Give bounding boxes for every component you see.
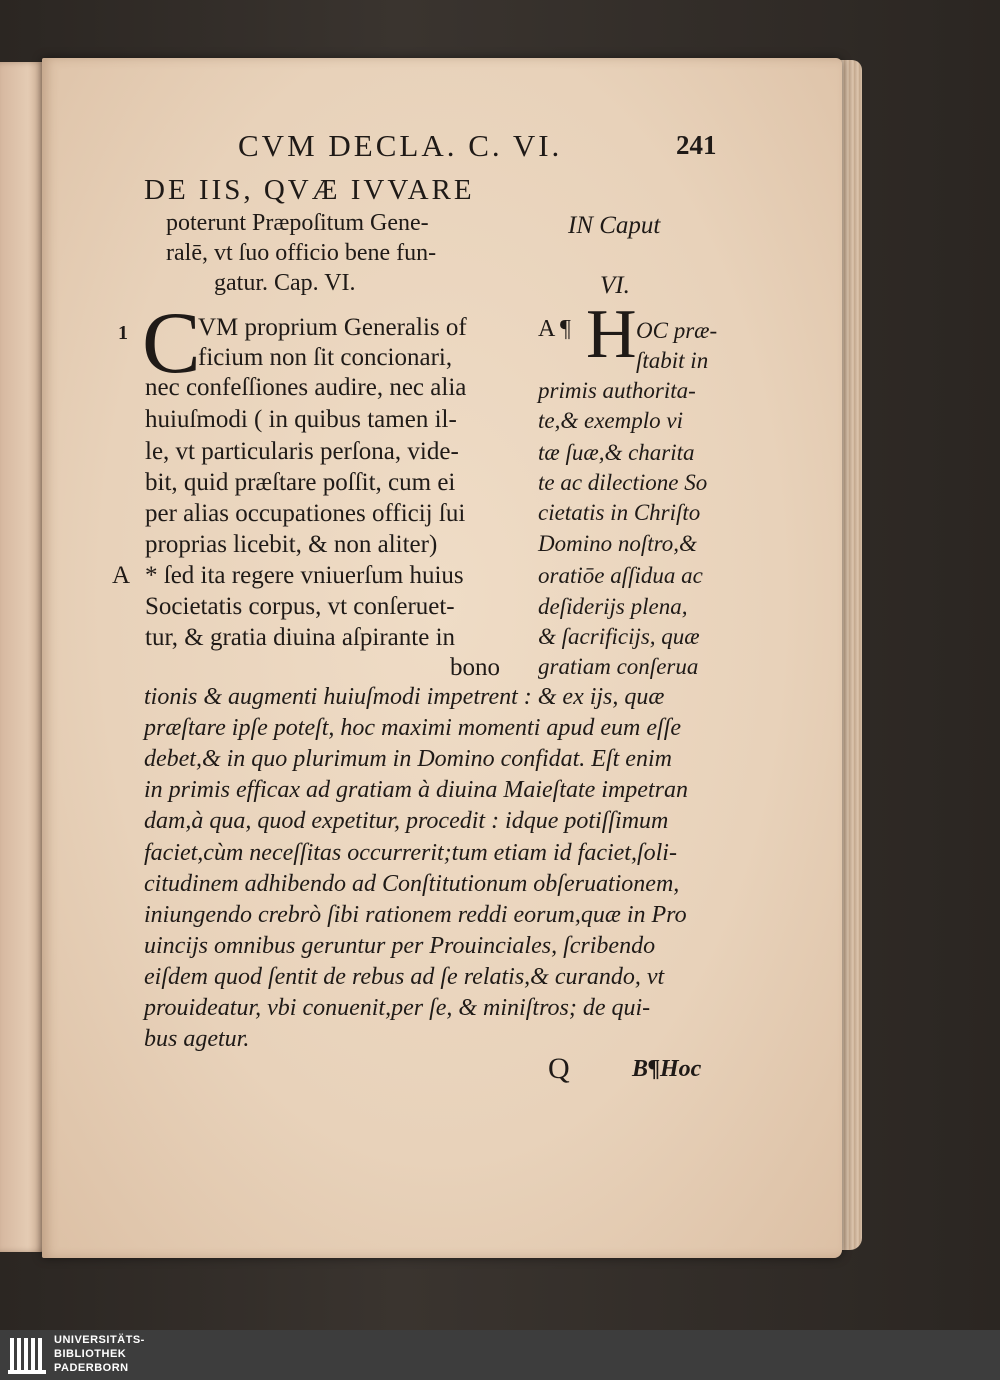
facing-page-edge — [0, 62, 46, 1252]
margin-marker-a: A — [112, 562, 131, 589]
book-page — [42, 58, 842, 1258]
commentary-line: te ac dilectione So — [538, 470, 708, 495]
signature-mark: Q — [548, 1052, 570, 1085]
commentary-full-line: bus agetur. — [144, 1026, 250, 1052]
footer-bar — [0, 1330, 1000, 1380]
text-line: VM proprium Generalis of — [198, 314, 467, 341]
commentary-line: & ſacrificijs, quæ — [538, 624, 700, 649]
catchword: B¶Hoc — [632, 1056, 702, 1082]
commentary-line: te,& exemplo vi — [538, 408, 683, 433]
text-line: per alias occupationes officij ſui — [145, 500, 466, 527]
chapter-heading-line-3: ralē, vt ſuo officio bene fun- — [166, 240, 437, 266]
text-line: le, vt particularis perſona, vide- — [145, 438, 459, 465]
commentary-line: tæ ſuæ,& charita — [538, 440, 695, 465]
commentary-full-line: eiſdem quod ſentit de rebus ad ſe relatis,& curando, vt — [144, 964, 665, 990]
chapter-heading-line-1: DE IIS, QVÆ IVVARE — [144, 174, 475, 206]
commentary-marker: A ¶ — [538, 316, 571, 342]
text-line: bono — [450, 654, 500, 681]
text-line: * ſed ita regere vniuerſum huius — [145, 562, 464, 589]
text-line: Societatis corpus, vt conſeruet- — [145, 593, 455, 620]
library-name-line-3: PADERBORN — [54, 1362, 129, 1374]
commentary-full-line: citudinem adhibendo ad Conſtitutionum obſeruationem, — [144, 871, 680, 897]
commentary-line: primis authorita- — [538, 378, 696, 403]
commentary-line: OC præ- — [636, 318, 718, 343]
chapter-heading-line-4: gatur. Cap. VI. — [214, 270, 356, 296]
commentary-line: deſiderijs plena, — [538, 594, 688, 619]
commentary-full-line: iniungendo crebrò ſibi rationem reddi eorum,quæ in Pro — [144, 902, 687, 928]
text-line: huiuſmodi ( in quibus tamen il- — [145, 406, 457, 433]
commentary-heading-line-2: VI. — [600, 272, 630, 299]
commentary-line: cietatis in Chriſto — [538, 500, 701, 525]
commentary-line: oratiōe aſſidua ac — [538, 563, 703, 588]
commentary-full-line: in primis efficax ad gratiam à diuina Maieſtate impetran — [144, 777, 688, 803]
library-logo-icon — [8, 1334, 46, 1376]
commentary-full-line: dam,à qua, quod expetitur, procedit : idque potiſſimum — [144, 808, 669, 834]
text-line: tur, & gratia diuina aſpirante in — [145, 624, 456, 651]
commentary-line: ſtabit in — [636, 348, 709, 373]
commentary-full-line: debet,& in quo plurimum in Domino confidat. Eſt enim — [144, 746, 672, 772]
library-name-line-1: UNIVERSITÄTS- — [54, 1334, 145, 1346]
commentary-full-line: faciet,cùm neceſſitas occurrerit;tum etiam id faciet,ſoli- — [144, 840, 677, 866]
commentary-full-line: uincijs omnibus geruntur per Prouinciales, ſcribendo — [144, 933, 656, 959]
commentary-full-line: tionis & augmenti huiuſmodi impetrent : & ex ijs, quæ — [144, 684, 665, 710]
commentary-line: Domino noſtro,& — [538, 531, 697, 556]
text-line: ficium non ſit concionari, — [198, 344, 453, 371]
text-line: nec confeſſiones audire, nec alia — [145, 374, 467, 401]
running-head: CVM DECLA. C. VI. — [238, 128, 563, 163]
paragraph-marker: 1 — [118, 322, 128, 344]
text-line: proprias licebit, & non aliter) — [145, 531, 438, 558]
drop-cap-c: C — [142, 295, 201, 392]
chapter-heading-line-2: poterunt Præpoſitum Gene- — [166, 210, 429, 236]
drop-cap-h: H — [586, 296, 637, 373]
commentary-heading-line-1: IN Caput — [568, 212, 661, 239]
commentary-line: gratiam conſerua — [538, 654, 699, 679]
commentary-full-line: prouideatur, vbi conuenit,per ſe, & miniſtros; de qui- — [144, 995, 651, 1021]
library-name-line-2: BIBLIOTHEK — [54, 1348, 127, 1360]
page-number: 241 — [676, 130, 717, 160]
commentary-full-line: præſtare ipſe poteſt, hoc maximi momenti apud eum eſſe — [144, 715, 682, 741]
text-line: bit, quid præſtare poſſit, cum ei — [145, 469, 456, 496]
